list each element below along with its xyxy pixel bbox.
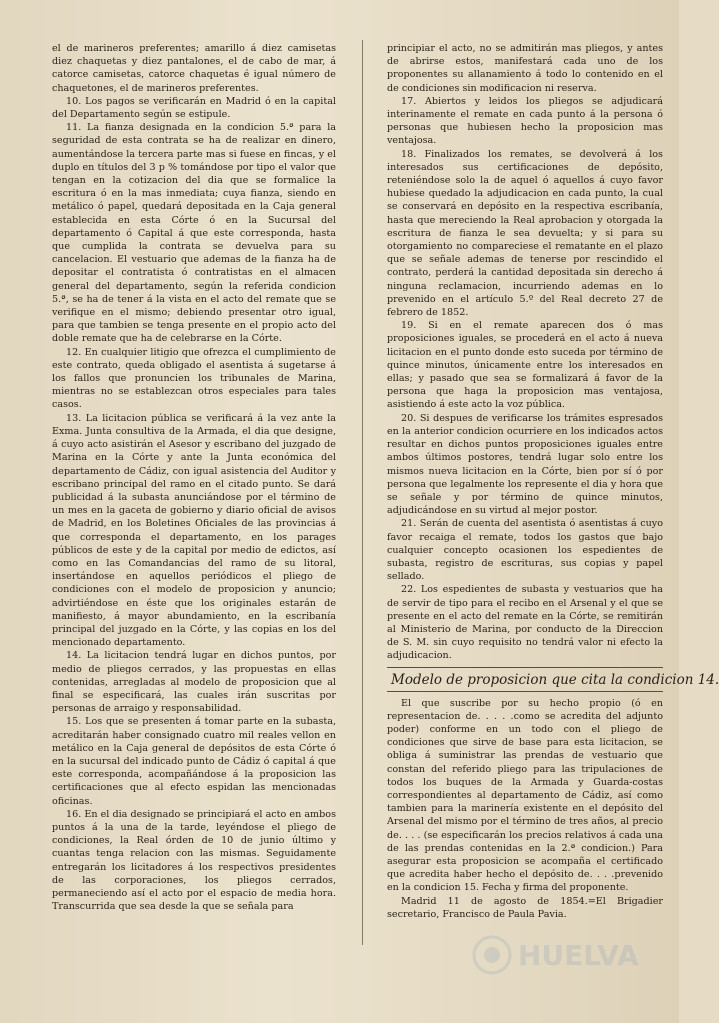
- paragraph-13: 13. La licitacion pública se verificará á la vez ante la Exma. Junta consultiva de la Armada, el dia que designe, á cuyo acto asistirán el Asesor y escribano del juzgado de Marina en la Córte y ante la Junta económica del departamento de Cádiz, con igual asistencia del Auditor y escribano principal del ramo en el citado punto. Se dará publicidad á la subasta anunciándose por el término de un mes en la gaceta de gobierno y diario oficial de avisos de Madrid, en los Boletines Oficiales de las provincias á que corresponda el departamento, en los parages públicos de este y de la capital por medio de edictos, así como en las Comandancias del ramo de su litoral, insertándose en aquellos periódicos el pliego de condiciones con el modelo de proposicion y anuncio; advirtiéndose en éste que los originales estarán de manifiesto, á mayor abundamiento, en la escribanía principal del juzgado en la Córte, y las copias en los del mencionado departamento.: [52, 412, 336, 649]
- paragraph-16-cont: principiar el acto, no se admitirán mas pliegos, y antes de abrirse estos, manifestará cada uno de los proponentes su allanamiento á todo lo contenido en el de condiciones sin modificacion ni reserva.: [387, 43, 663, 94]
- paragraph-17: 17. Abiertos y leidos los pliegos se adjudicará interinamente el remate en cada punto á la persona ó personas que hubiesen hecho la proposicion mas ventajosa.: [387, 95, 663, 147]
- right-column: [387, 42, 719, 921]
- watermark-label: HUELVA: [518, 939, 639, 972]
- archive-watermark-icon: [470, 920, 640, 990]
- column-divider: [362, 40, 363, 945]
- paragraph-21: 21. Serán de cuenta del asentista ó asentistas á cuyo favor recaiga el remate, todos los gastos que bajo cualquier concepto ocasionen los espedientes de subasta, registro de escrituras, sus copias y papel sellado.: [387, 518, 663, 583]
- paragraph-15: 15. Los que se presenten á tomar parte en la subasta, acreditarán haber consignado cuatro mil reales vellon en metálico en la Caja general de depósitos de esta Córte ó en la sucursal del indicado punto de Cádiz ó capital á que este corresponda, acompañándose á la proposicion las certificaciones que al efecto espidan las mencionadas oficinas.: [52, 716, 336, 807]
- paragraph-14: 14. La licitacion tendrá lugar en dichos puntos, por medio de pliegos cerrados, y las propuestas en ellas contenidas, arregladas al modelo de proposicion que al final se especificará, las cuales irán suscritas por personas de arraigo y responsabilidad.: [52, 650, 336, 715]
- paragraph-11: 11. La fianza designada en la condicion 5.ª para la seguridad de esta contrata se ha de realizar en dinero, aumentándose la tercera parte mas si fuese en fincas, y el duplo en títulos del 3 p % tomándose por tipo el valor que tengan en la cotizacion del dia que se formalice la escritura ó en la mas inmediata; cuya fianza, siendo en metálico ó papel, quedará depositada en la Caja general establecida en esta Córte ó en la Sucursal del departamento ó Capital á que este corresponda, hasta que cumplida la contrata se devuelva para su cancelacion. El vestuario que ademas de la fianza ha de depositar el contratista ó contratistas en el almacen general del departamento, según la referida condicion 5.ª, se ha de tener á la vista en el acto del remate que se verifique en el mismo; debiendo presentar otro igual, para que tambien se tenga presente en el propio acto del doble remate que ha de celebrarse en la Córte.: [52, 122, 336, 345]
- model-paragraph: El que suscribe por su hecho propio (ó en representacion de. . . . .como se acredita del adjunto poder) conforme en un todo con el pliego de condiciones que sirve de base para esta licitacion, se obliga á suministrar las prendas de vestuario que constan del referido pliego para las tripulaciones de todos los buques de la Armada y Guarda-costas correspondientes al departamento de Cádiz, así como tambien para la marinería existente en el depósito del Arsenal del mismo por el término de tres años, al precio de. . . . (se especificarán los precios relativos á cada una de las prendas contenidas en la 2.ª condicion.) Para asegurar esta proposicion se acompaña el certificado que acredita haber hecho el depósito de. . . .prevenido en la condicion 15. Fecha y firma del proponente.: [387, 697, 663, 894]
- paragraph-10: 10. Los pagos se verificarán en Madrid ó en la capital del Departamento según se estipule.: [52, 95, 336, 121]
- left-column: [52, 42, 336, 913]
- paragraph-16: 16. En el dia designado se principiará el acto en ambos puntos á la una de la tarde, leyéndose el pliego de condiciones, la Real órden de 10 de junio último y cuantas tenga relacion con las mismas. Seguidamente entregarán los licitadores á los respectivos presidentes de las corporaciones, los pliegos cerrados, permaneciendo así el acto por el espacio de media hora. Transcurrida que sea desde la que se señala para: [52, 808, 336, 913]
- paragraph-19: 19. Si en el remate aparecen dos ó mas proposiciones iguales, se procederá en el acto á nueva licitacion en el punto donde esto suceda por término de quince minutos, únicamente entre los interesados en ellas; y pasado que sea se formalizará á favor de la persona que haga la proposicion mas ventajosa, asistiendo á este acto la voz pública.: [387, 320, 663, 411]
- paragraph-12: 12. En cualquier litigio que ofrezca el cumplimiento de este contrato, queda obligado el asentista á sugetarse á los fallos que pronuncien los tribunales de Marina, mientras no se establezcan otros especiales para tales casos.: [52, 346, 336, 411]
- paragraph-intro: el de marineros preferentes; amarillo á diez camisetas diez chaquetas y diez pantalones, el de cabo de mar, á catorce camisetas, catorce chaquetas é igual número de chaquetones, el de marineros preferentes.: [52, 43, 336, 94]
- paragraph-18: 18. Finalizados los remates, se devolverá á los interesados sus certificaciones de depósito, reteniéndose solo la de aquel ó aquellos á cuyo favor hubiese quedado la adjudicacion en cada punto, la cual se conservará en depósito en la respectiva escribanía, hasta que mereciendo la Real aprobacion y otorgada la escritura de fianza le sea devuelta; y si para su otorgamiento no compareciese el rematante en el plazo que se señale ademas de tenerse por rescindido el contrato, perderá la cantidad depositada sin derecho á ninguna reclamacion, incurriendo ademas en lo prevenido en el artículo 5.º del Real decreto 27 de febrero de 1852.: [387, 148, 663, 319]
- model-heading: Modelo de proposicion que cita la condicion 14.: [387, 667, 663, 692]
- paragraph-22: 22. Los espedientes de subasta y vestuarios que ha de servir de tipo para el recibo en el Arsenal y el que se presente en el acto del remate en la Córte, se remitirán al Ministerio de Marina, por conducto de la Direccion de S. M. sin cuyo requisito no tendrá valor ni efecto la adjudicacion.: [387, 584, 663, 662]
- signature-line: Madrid 11 de agosto de 1854.=El Brigadier secretario, Francisco de Paula Pavia.: [387, 895, 663, 920]
- paragraph-20: 20. Si despues de verificarse los trámites espresados en la anterior condicion ocurriere en los indicados actos resultar en dichos puntos proposiciones iguales entre ambos últimos postores, tendrá lugar solo entre los mismos nueva licitacion en la Córte, bien por sí ó por persona que legalmente los represente el dia y hora que se señale y por término de quince minutos, adjudicándose en su virtud al mejor postor.: [387, 412, 663, 517]
